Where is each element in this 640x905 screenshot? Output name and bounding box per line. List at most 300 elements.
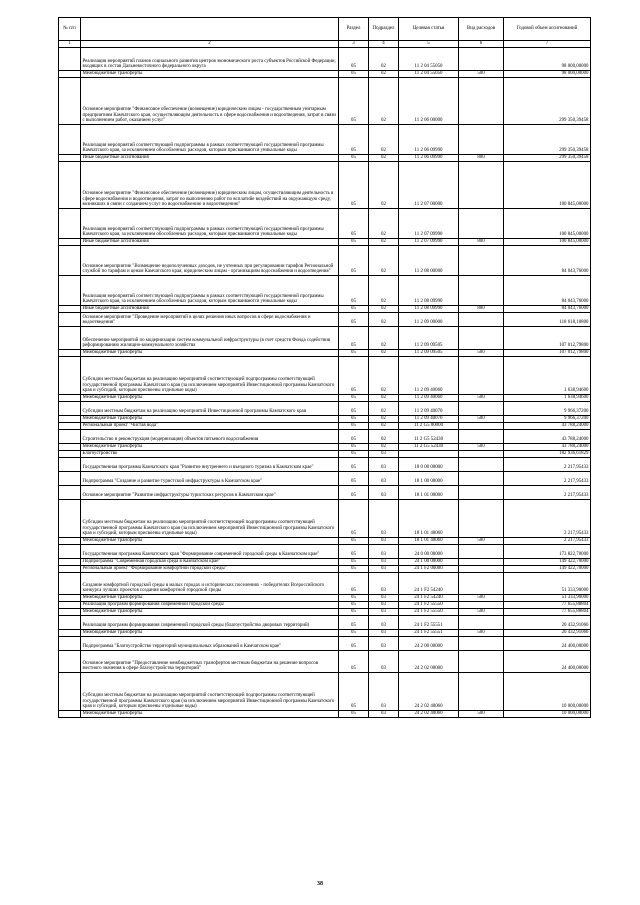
row-section: 05 [339,246,369,276]
row-subsection: 03 [369,472,399,486]
row-number [59,313,81,327]
row-number [59,559,81,566]
row-subsection: 03 [369,566,399,573]
row-type: 500 [459,711,504,718]
row-type: 800 [459,155,504,162]
row-amount: 20 432,91066 [504,616,591,630]
row-number [59,616,81,630]
row-type [459,125,504,155]
row-amount: 77 655,88804 [504,602,591,609]
row-article: 11 2 09 40060 [399,357,459,395]
table-row [59,472,591,486]
table-row [59,545,591,559]
row-section: 05 [339,357,369,395]
row-number [59,395,81,402]
row-name: Реализация мероприятий соответствующей подпрограммы в рамках соответствующей государственной программы Камчатского края, за исключением обособленных расходов, которым присваиваются уникальные коды [81,125,339,155]
row-subsection: 03 [369,609,399,616]
row-subsection: 03 [369,616,399,630]
row-subsection: 02 [369,430,399,444]
row-name: Государственная программа Камчатского края "Развитие внутреннего и въездного туризма в Камчатском крае" [81,458,339,472]
row-number [59,327,81,350]
row-number [59,538,81,545]
row-name: Основное мероприятие "Финансовое обеспечение (возмещение) юридическим лицам - государственным унитарным предприятиям Камчатского края, осуществляющим деятельность в сфере водоснабжения и водоотведения, затрат в связи с выполнением работ, оказанием услуг" [81,78,339,125]
row-amount: 2 217,95433 [504,500,591,538]
row-article: 24 2 00 00000 [399,637,459,651]
row-section: 05 [339,486,369,500]
row-subsection: 03 [369,711,399,718]
table-row [59,444,591,451]
budget-table [58,17,591,718]
row-number [59,573,81,595]
row-subsection: 02 [369,155,399,162]
col-number: 7 [504,41,591,48]
row-name: Иные бюджетные ассигнования [81,155,339,162]
col-number: 4 [369,41,399,48]
row-article: 11 2 09 40070 [399,402,459,416]
row-number [59,630,81,637]
row-type [459,402,504,416]
row-amount: 182 936,61829 [504,451,591,458]
row-section: 05 [339,609,369,616]
row-number [59,595,81,602]
row-name: Межбюджетные трансферты [81,711,339,718]
row-type [459,673,504,711]
row-article: 11 2 09 00000 [399,313,459,327]
row-number [59,458,81,472]
row-type [459,602,504,609]
row-section: 05 [339,711,369,718]
row-subsection: 02 [369,444,399,451]
table-row [59,637,591,651]
table-row [59,573,591,595]
row-type: 500 [459,71,504,78]
row-amount: 9 966,37200 [504,402,591,416]
row-type [459,637,504,651]
header-subsection: Подраздел [369,18,399,41]
row-section: 05 [339,416,369,423]
row-type [459,357,504,395]
row-name: Основное мероприятие "Предоставление межбюджетных трансфертов местным бюджетам на решение вопросов местного значения в сфере благоустройства территорий" [81,651,339,673]
row-subsection: 03 [369,602,399,609]
row-name: Строительство и реконструкция (модернизация) объектов питьевого водоснабжения [81,430,339,444]
header-name [81,18,339,41]
row-subsection: 02 [369,327,399,350]
table-row [59,500,591,538]
row-amount: 10 000,00000 [504,711,591,718]
col-number: 5 [399,41,459,48]
row-article: 11 2 04 55050 [399,71,459,78]
row-number [59,78,81,125]
row-name: Благоустройство [81,451,339,458]
row-article: 11 2 06 09990 [399,125,459,155]
row-name: Межбюджетные трансферты [81,630,339,637]
row-subsection: 03 [369,486,399,500]
row-amount: 20 432,91066 [504,630,591,637]
row-name: Основное мероприятие "Развитие инфраструктуры туристских ресурсов в Камчатском крае" [81,486,339,500]
row-type [459,616,504,630]
row-number [59,430,81,444]
header-num: № п/п [59,18,81,41]
row-name: Подпрограмма "Благоустройство территорий муниципальных образований в Камчатском крае" [81,637,339,651]
row-name: Межбюджетные трансферты [81,395,339,402]
row-type [459,78,504,125]
row-amount: 173 822,70000 [504,545,591,559]
row-section: 05 [339,71,369,78]
row-name: Реализация программ формирования современной городской среды (благоустройство дворовых территорий) [81,616,339,630]
row-name: Государственная программа Камчатского края "Формирование современной городской среды в Камчатском крае" [81,545,339,559]
row-name: Субсидии местным бюджетам на реализацию мероприятий соответствующей подпрограммы соответствующей государственной программы Камчатского края (за исключением мероприятий Инвестиционной программы Камчатского края и субсидий, которым присвоены отдельные коды) [81,357,339,395]
header-article: Целевая статья [399,18,459,41]
table-row [59,451,591,458]
row-article [399,451,459,458]
row-amount: 24 400,00000 [504,637,591,651]
row-type: 500 [459,416,504,423]
row-type [459,651,504,673]
row-article: 18 1 01 00000 [399,486,459,500]
row-number [59,472,81,486]
row-amount: 24 400,00000 [504,651,591,673]
row-name: Субсидии местным бюджетам на реализацию мероприятий Инвестиционной программы Камчатского края [81,402,339,416]
row-amount: 98 000,00000 [504,71,591,78]
row-name: Основное мероприятие "Возмещение недополученных доходов, не учтенных при регулировании тарифов Региональной службой по тарифам и ценам Камчатского края, юридическим лицам - организациям водоснабжения и водоотведения" [81,246,339,276]
row-number [59,673,81,711]
row-subsection: 03 [369,500,399,538]
row-article: 24 1 F2 55551 [399,616,459,630]
row-amount: 118 618,10800 [504,313,591,327]
table-row [59,246,591,276]
row-name: Подпрограмма "Создание и развитие туристской инфраструктуры в Камчатском крае" [81,472,339,486]
table-row [59,239,591,246]
row-type [459,276,504,306]
row-type: 800 [459,306,504,313]
row-subsection: 03 [369,630,399,637]
row-subsection: 03 [369,538,399,545]
row-type [459,313,504,327]
row-section: 05 [339,538,369,545]
row-number [59,350,81,357]
table-row [59,430,591,444]
row-number [59,71,81,78]
row-article: 24 1 F2 00000 [399,566,459,573]
row-section: 05 [339,545,369,559]
row-amount: 1 638,94600 [504,395,591,402]
row-type [459,209,504,239]
row-number [59,651,81,673]
row-name: Межбюджетные трансферты [81,595,339,602]
row-section: 05 [339,637,369,651]
row-type [459,566,504,573]
row-subsection: 02 [369,209,399,239]
row-amount: 84 043,76000 [504,246,591,276]
row-name: Основное мероприятие "Проведение мероприятий в целях решения иных вопросов в сфере водоснабжения и водоотведения" [81,313,339,327]
row-name: Субсидии местным бюджетам на реализацию мероприятий соответствующей подпрограммы соответствующей государственной программы Камчатского края (за исключением мероприятий Инвестиционной программы Камчатского края и субсидий, которым присвоены отдельные коды) [81,500,339,538]
row-number [59,711,81,718]
table-row [59,357,591,395]
row-number [59,602,81,609]
row-amount: 2 217,95433 [504,538,591,545]
row-article: 24 0 00 00000 [399,545,459,559]
row-subsection: 03 [369,595,399,602]
table-row [59,276,591,306]
row-section: 05 [339,616,369,630]
row-amount: 107 012,79800 [504,350,591,357]
row-subsection: 02 [369,125,399,155]
row-article: 11 2 08 09990 [399,306,459,313]
table-row [59,609,591,616]
row-amount: 51 333,90000 [504,573,591,595]
table-row [59,602,591,609]
row-section: 05 [339,559,369,566]
row-subsection: 02 [369,78,399,125]
row-amount: 1 638,94600 [504,357,591,395]
row-subsection: 02 [369,357,399,395]
row-amount: 10 000,00000 [504,673,591,711]
row-type: 500 [459,350,504,357]
table-row [59,538,591,545]
row-article: 11 2 07 09990 [399,209,459,239]
row-name: Межбюджетные трансферты [81,609,339,616]
row-amount: 43 788,24000 [504,423,591,430]
row-number [59,125,81,155]
row-section: 05 [339,313,369,327]
table-row [59,395,591,402]
row-section: 05 [339,155,369,162]
table-row [59,711,591,718]
row-number [59,444,81,451]
row-name: Реализация мероприятий соответствующей подпрограммы в рамках соответствующей государственной программы Камчатского края, за исключением обособленных расходов, которым присваиваются уникальные коды [81,276,339,306]
row-article: 11 2 G5 52430 [399,444,459,451]
header-amount: Годовой объем ассигнований [504,18,591,41]
row-subsection: 03 [369,458,399,472]
row-type: 500 [459,595,504,602]
row-subsection: 02 [369,276,399,306]
row-section: 05 [339,500,369,538]
table-row [59,350,591,357]
row-number [59,276,81,306]
row-name: Реализация мероприятий соответствующей подпрограммы в рамках соответствующей государственной программы Камчатского края, за исключением обособленных расходов, которым присваиваются уникальные коды [81,209,339,239]
row-article: 11 2 G5 52430 [399,430,459,444]
row-section: 05 [339,402,369,416]
table-row [59,313,591,327]
row-article: 11 2 09 09505 [399,327,459,350]
row-number [59,155,81,162]
row-type [459,48,504,71]
row-type [459,246,504,276]
row-name: Иные бюджетные ассигнования [81,239,339,246]
row-article: 11 2 06 09990 [399,155,459,162]
row-name: Региональный проект "Чистая вода" [81,423,339,430]
table-row [59,630,591,637]
row-article: 11 2 G5 00000 [399,423,459,430]
row-article: 24 1 F2 54240 [399,595,459,602]
row-amount: 2 217,95433 [504,486,591,500]
table-row [59,162,591,209]
table-body [59,48,591,718]
row-section: 05 [339,602,369,609]
row-amount: 100 845,00000 [504,162,591,209]
row-article: 24 1 F2 54240 [399,573,459,595]
row-name: Межбюджетные трансферты [81,538,339,545]
row-name: Межбюджетные трансферты [81,416,339,423]
row-section: 05 [339,573,369,595]
row-type [459,573,504,595]
row-article: 24 2 02 40060 [399,711,459,718]
header-row [59,18,591,41]
row-number [59,416,81,423]
row-article: 24 1 F2 55550 [399,609,459,616]
row-number [59,246,81,276]
row-section: 05 [339,566,369,573]
row-name: Межбюджетные трансферты [81,350,339,357]
header-type: Вид расходов [459,18,504,41]
row-subsection: 03 [369,451,399,458]
row-name: Региональный проект "Формирование комфортной городской среды" [81,566,339,573]
header-section: Раздел [339,18,369,41]
row-section: 05 [339,451,369,458]
row-article: 11 2 09 09505 [399,350,459,357]
row-article: 11 2 04 55050 [399,48,459,71]
row-subsection: 03 [369,637,399,651]
row-section: 05 [339,630,369,637]
table-row [59,155,591,162]
row-type [459,500,504,538]
row-amount: 2 217,95433 [504,458,591,472]
row-section: 05 [339,673,369,711]
row-type: 500 [459,395,504,402]
col-number: 3 [339,41,369,48]
row-name: Обеспечение мероприятий по модернизации систем коммунальной инфраструктуры (в счет средств Фонда содействия реформированию жилищно-коммунального хозяйства [81,327,339,350]
row-number [59,609,81,616]
row-section: 05 [339,209,369,239]
row-subsection: 03 [369,545,399,559]
row-section: 05 [339,458,369,472]
row-number [59,48,81,71]
column-number-row [59,41,591,48]
table-row [59,48,591,71]
row-section: 05 [339,651,369,673]
page-number: 38 [317,881,323,887]
row-article: 24 2 02 00000 [399,651,459,673]
row-name: Иные бюджетные ассигнования [81,306,339,313]
row-article: 11 2 09 40060 [399,395,459,402]
row-subsection: 02 [369,162,399,209]
row-amount: 299 350,39458 [504,125,591,155]
row-name: Реализация программ формирования современной городской среды [81,602,339,609]
row-subsection: 02 [369,350,399,357]
row-article: 24 2 02 40060 [399,673,459,711]
row-type [459,451,504,458]
row-name: Межбюджетные трансферты [81,71,339,78]
row-amount: 149 422,70000 [504,566,591,573]
row-number [59,500,81,538]
row-amount: 84 043,76000 [504,276,591,306]
row-number [59,162,81,209]
row-name: Реализация мероприятий планов социального развития центров экономического роста субъектов Российской Федерации, входящих в состав Дальневосточного федерального округа [81,48,339,71]
row-number [59,566,81,573]
row-type: 500 [459,630,504,637]
table-row [59,458,591,472]
table-row [59,306,591,313]
table-row [59,651,591,673]
row-subsection: 03 [369,559,399,566]
table-row [59,416,591,423]
row-number [59,423,81,430]
row-type [459,423,504,430]
row-amount: 149 422,70000 [504,559,591,566]
row-article: 18 0 00 00000 [399,458,459,472]
row-number [59,451,81,458]
col-number: 2 [81,41,339,48]
row-type [459,458,504,472]
table-row [59,559,591,566]
row-article: 11 2 08 09990 [399,276,459,306]
row-section: 05 [339,350,369,357]
row-amount: 299 350,39458 [504,78,591,125]
row-subsection: 03 [369,651,399,673]
row-article: 24 1 F2 55551 [399,630,459,637]
row-article: 24 1 F2 55550 [399,602,459,609]
row-name: Создание комфортной городской среды в малых городах и исторических поселениях - победителях Всероссийского конкурса лучших проектов создания комфортной городской среды [81,573,339,595]
table-row [59,71,591,78]
row-number [59,486,81,500]
row-amount: 43 788,24000 [504,430,591,444]
row-amount: 299 350,39458 [504,155,591,162]
table-row [59,327,591,350]
row-section: 05 [339,162,369,209]
row-article: 18 1 01 40060 [399,538,459,545]
row-article: 11 2 06 00000 [399,78,459,125]
col-number: 1 [59,41,81,48]
col-number: 6 [459,41,504,48]
table-row [59,423,591,430]
row-subsection: 02 [369,71,399,78]
row-section: 05 [339,395,369,402]
row-amount: 51 333,90000 [504,595,591,602]
row-type [459,327,504,350]
row-number [59,239,81,246]
row-section: 05 [339,595,369,602]
row-subsection: 02 [369,313,399,327]
row-subsection: 02 [369,423,399,430]
row-section: 05 [339,276,369,306]
row-number [59,402,81,416]
row-amount: 100 845,00000 [504,209,591,239]
row-section: 05 [339,125,369,155]
row-article: 11 2 07 00000 [399,162,459,209]
row-article: 11 2 07 09990 [399,239,459,246]
row-section: 05 [339,472,369,486]
row-subsection: 02 [369,402,399,416]
row-name: Межбюджетные трансферты [81,444,339,451]
row-section: 05 [339,327,369,350]
row-subsection: 02 [369,416,399,423]
row-amount: 107 012,79800 [504,327,591,350]
row-number [59,357,81,395]
table-row [59,566,591,573]
row-name: Субсидии местным бюджетам на реализацию мероприятий соответствующей подпрограммы соответствующей государственной программы Камчатского края (за исключением мероприятий Инвестиционной программы Камчатского края и субсидий, которым присвоены отдельные коды) [81,673,339,711]
table-row [59,616,591,630]
row-amount: 100 845,00000 [504,239,591,246]
row-section: 05 [339,48,369,71]
row-amount: 98 000,00000 [504,48,591,71]
table-row [59,125,591,155]
row-article: 11 2 08 00000 [399,246,459,276]
row-subsection: 03 [369,673,399,711]
table-row [59,402,591,416]
row-article: 11 2 09 40070 [399,416,459,423]
row-subsection: 03 [369,573,399,595]
row-number [59,306,81,313]
